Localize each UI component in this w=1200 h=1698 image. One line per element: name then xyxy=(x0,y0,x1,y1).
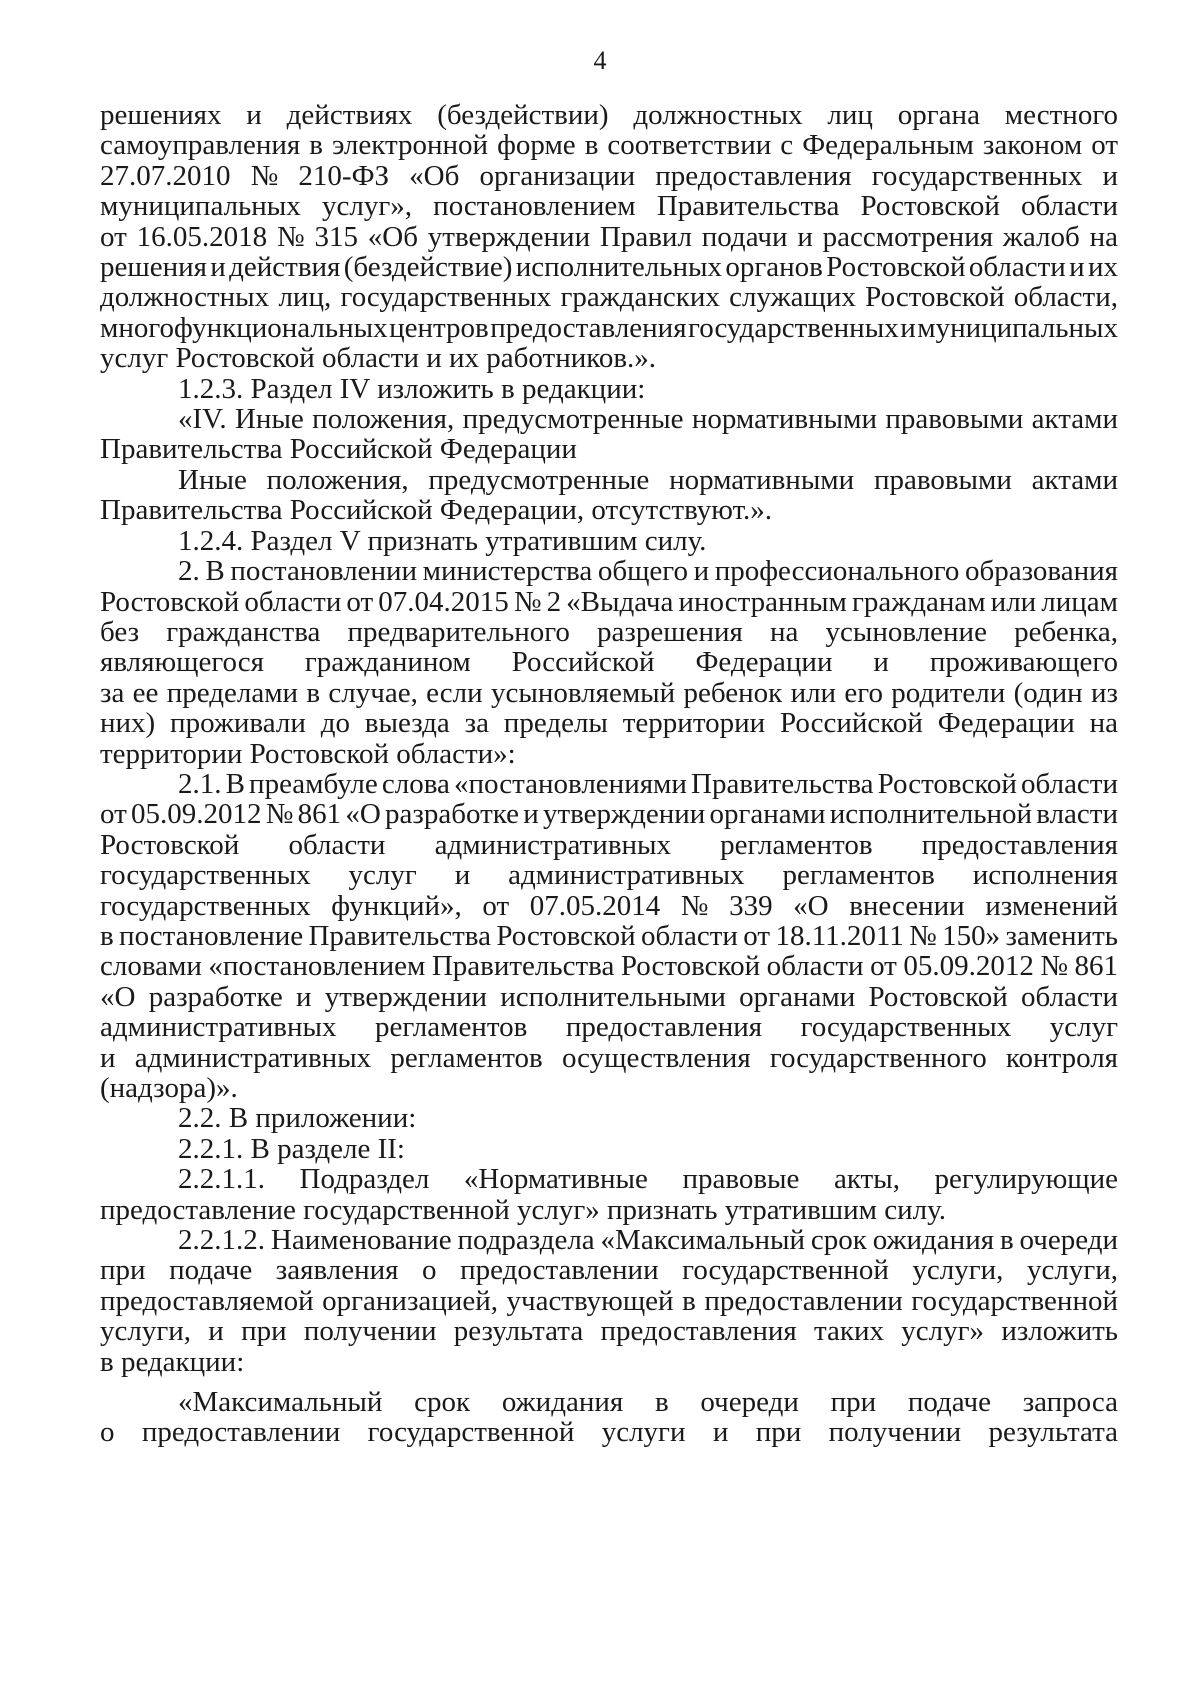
text-line: административных регламентов предоставления государственных услуг xyxy=(100,1012,1118,1043)
text-line: муниципальных услуг», постановлением Правительства Ростовской области xyxy=(100,191,1118,222)
text-line: при подаче заявления о предоставлении государственной услуги, услуги, xyxy=(100,1255,1118,1286)
text-line: Ростовской области от 07.04.2015 № 2 «Выдача иностранным гражданам или лицам xyxy=(100,586,1118,617)
text-line: за ее пределами в случае, если усыновляемый ребенок или его родители (один из xyxy=(100,677,1118,709)
text-line: являющегося гражданином Российской Федерации и проживающего xyxy=(100,647,1118,678)
text-line: многофункциональных центров предоставления государственных и муниципальных xyxy=(100,312,1118,344)
text-line: 1.2.3. Раздел IV изложить в редакции: xyxy=(178,373,646,405)
document-body xyxy=(100,100,1118,1448)
text-line: «Максимальный срок ожидания в очереди при подаче запроса xyxy=(178,1387,1118,1418)
text-line: них) проживали до выезда за пределы территории Российской Федерации на xyxy=(100,708,1118,739)
text-line: услуги, и при получении результата предоставления таких услуг» изложить xyxy=(100,1316,1118,1347)
text-line: 27.07.2010 № 210-ФЗ «Об организации предоставления государственных и xyxy=(100,160,1118,192)
text-line: «IV. Иные положения, предусмотренные нормативными правовыми актами xyxy=(178,404,1118,435)
text-line: Правительства Российской Федерации, отсутствуют.». xyxy=(100,495,773,526)
text-line: Иные положения, предусмотренные нормативными правовыми актами xyxy=(178,464,1118,496)
text-line: словами «постановлением Правительства Ростовской области от 05.09.2012 № 861 xyxy=(100,951,1118,982)
text-line: «О разработке и утверждении исполнительными органами Ростовской области xyxy=(100,981,1118,1013)
text-line: 2. В постановлении министерства общего и профессионального образования xyxy=(178,556,1118,587)
text-line: 2.1. В преамбуле слова «постановлениями Правительства Ростовской области xyxy=(178,768,1118,800)
text-line: Правительства Российской Федерации xyxy=(100,434,577,465)
text-line: территории Ростовской области»: xyxy=(100,738,516,769)
text-line: решения и действия (бездействие) исполнительных органов Ростовской области и их xyxy=(100,252,1118,283)
text-line: 2.2.1.1. Подраздел «Нормативные правовые акты, регулирующие xyxy=(178,1164,1118,1195)
text-line: государственных функций», от 07.05.2014 № 339 «О внесении изменений xyxy=(100,890,1118,921)
text-line: решениях и действиях (бездействии) должностных лиц органа местного xyxy=(100,100,1118,131)
page-number: 4 xyxy=(593,46,607,75)
text-line: 2.2.1.2. Наименование подраздела «Максимальный срок ожидания в очереди xyxy=(178,1225,1118,1256)
text-line: Ростовской области административных регламентов предоставления xyxy=(100,829,1118,861)
text-line: в постановление Правительства Ростовской области от 18.11.2011 № 150» заменить xyxy=(100,920,1118,952)
text-line: предоставление государственной услуг» признать утратившим силу. xyxy=(100,1194,946,1226)
text-line: (надзора)». xyxy=(100,1073,238,1104)
text-line: от 16.05.2018 № 315 «Об утверждении Правил подачи и рассмотрения жалоб на xyxy=(100,221,1118,253)
text-line: и административных регламентов осуществления государственного контроля xyxy=(100,1042,1118,1073)
text-line: о предоставлении государственной услуги и при получении результата xyxy=(100,1417,1118,1448)
text-line: государственных услуг и административных регламентов исполнения xyxy=(100,860,1118,891)
text-line: в редакции: xyxy=(100,1346,245,1378)
text-line: 1.2.4. Раздел V признать утратившим силу. xyxy=(178,525,707,557)
text-line: 2.2.1. В разделе II: xyxy=(178,1133,405,1165)
text-line: предоставляемой организацией, участвующей в предоставлении государственной xyxy=(100,1285,1118,1317)
text-line: услуг Ростовской области и их работников.». xyxy=(100,343,657,374)
text-line: должностных лиц, государственных гражданских служащих Ростовской области, xyxy=(100,282,1118,313)
text-line: от 05.09.2012 № 861 «О разработке и утверждении органами исполнительной власти xyxy=(100,799,1118,830)
text-line: без гражданства предварительного разрешения на усыновление ребенка, xyxy=(100,616,1118,648)
text-line: 2.2. В приложении: xyxy=(178,1103,417,1134)
text-line: самоуправления в электронной форме в соответствии с Федеральным законом от xyxy=(100,130,1118,161)
